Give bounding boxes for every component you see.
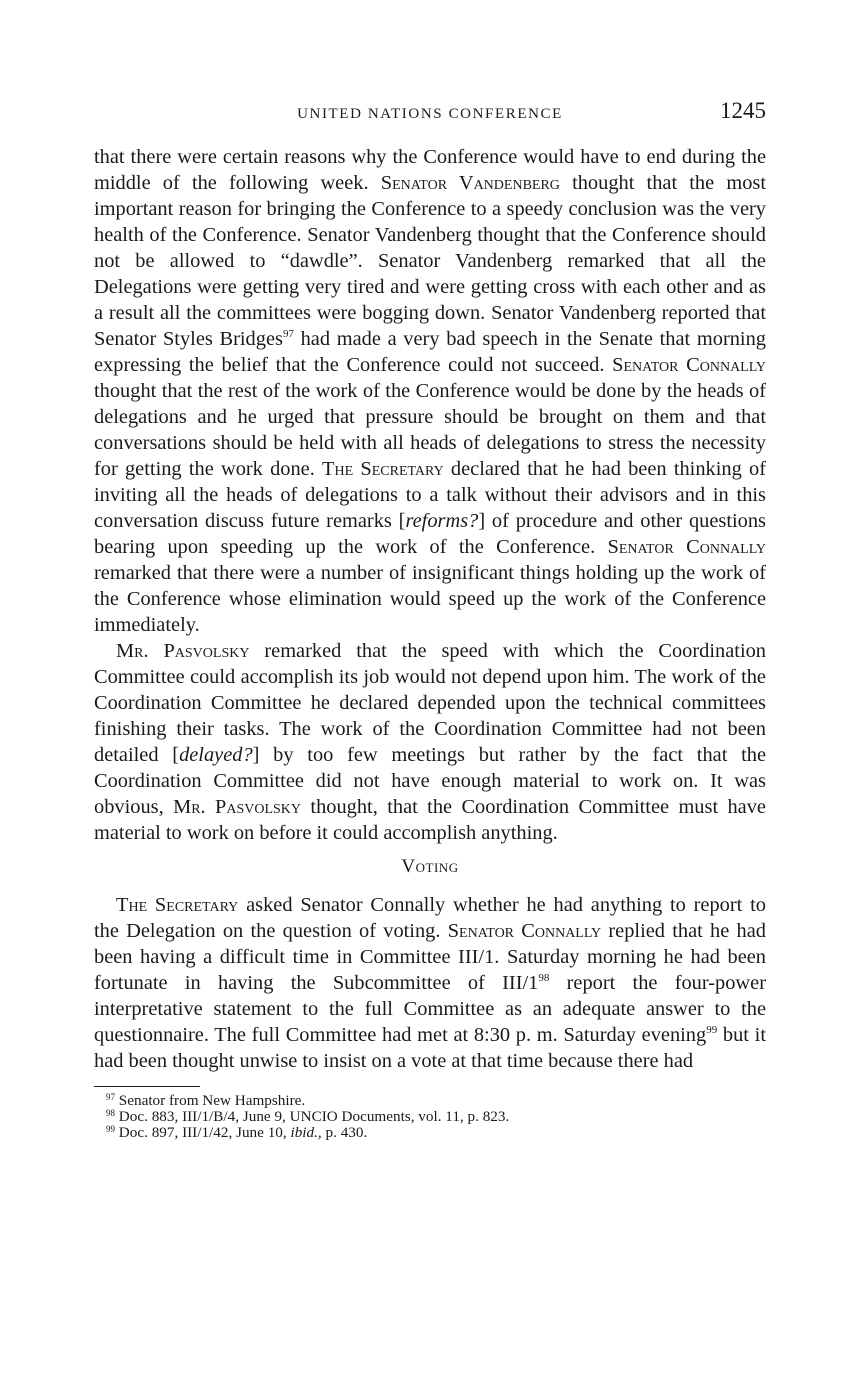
footnote-mark: 97 [106,1092,115,1102]
document-page [94,96,766,1141]
running-head [94,96,766,130]
text-run: thought, that the Coordination Committee must have material to work on before it could accomplish anything. [94,796,766,844]
speaker-name: Senator Connally [607,536,766,558]
text-run: ] of procedure and other questions bearing upon speeding up the work of the Conference. [94,510,766,558]
speaker-name: Mr. Pasvolsky [173,796,302,818]
speaker-name: Senator Connally [612,354,766,376]
speaker-name: Mr. Pasvolsky [116,640,250,662]
footnote-ref-99: 99 [706,1024,718,1036]
text-run: that there were certain reasons why the Conference would have to end during the middle of the following week. [94,146,766,194]
paragraph-3 [94,892,766,1074]
text-run: thought that the rest of the work of the Conference would be done by the heads of delegations and he urged that pressure should be brought on them and that conversations should be held with all heads of delegations to stress the necessity for getting the work done. [94,380,766,480]
footnote-97 [106,1093,766,1109]
footnote-mark: 99 [106,1124,115,1134]
speaker-name: Senator Connally [447,920,602,942]
footnote-ref-98: 98 [538,972,550,984]
text-run: replied that he had been having a difficult time in Committee III/1. Saturday morning he had been fortunate in having the Subcommittee of III/1 [94,920,766,994]
text-run: asked Senator Connally whether he had anything to report to the Delegation on the question of voting. [94,894,767,942]
paragraph-2 [94,638,766,846]
speaker-name: Senator Vandenberg [380,172,560,194]
footnotes [94,1093,766,1141]
text-run: remarked that the speed with which the Coordination Committee could accomplish its job would not depend upon him. The work of the Coordination Committee he declared depended upon the technical committees finishing their tasks. The work of the Coordination Committee had not been detailed [ [94,640,766,766]
footnote-99 [106,1125,766,1141]
running-title: UNITED NATIONS CONFERENCE [297,106,563,122]
footnote-mark: 98 [106,1108,115,1118]
text-run: report the four-power interpretative statement to the full Committee as an adequate answer to the questionnaire. The full Committee had met at 8:30 p. m. Saturday evening [94,972,767,1046]
footnote-text: Senator from New Hampshire. [118,1092,306,1109]
text-run: had made a very bad speech in the Senate that morning expressing the belief that the Conference could not succeed. [94,328,766,376]
text-run: thought that the most important reason for bringing the Conference to a speedy conclusion was the very health of the Conference. Senator Vandenberg thought that the Conference should not be allowed to “dawdle”. Senator Vandenberg remarked that all the Delegations were getting very tired and were getting cross with each other and as a result all the committees were bogging down. Senator Vandenberg reported that Senator Styles Bridges [94,172,766,350]
footnote-ref-97: 97 [282,328,294,340]
editorial-correction: reforms? [405,510,479,532]
footnote-98 [106,1109,766,1125]
editorial-correction: delayed? [179,744,253,766]
body-text [94,144,766,1074]
text-run: declared that he had been thinking of inviting all the heads of delegations to a talk without their advisors and in this conversation discuss future remarks [ [94,458,766,532]
page-number: 1245 [720,98,766,123]
text-run: remarked that there were a number of insignificant things holding up the work of the Conference whose elimination would speed up the work of the Conference immediately. [94,562,766,636]
footnote-divider [94,1086,200,1087]
footnote-text: Doc. 883, III/1/B/4, June 9, UNCIO Documents, vol. 11, p. 823. [118,1108,510,1125]
speaker-name: The Secretary [116,894,239,916]
text-run: but it had been thought unwise to insist on a vote at that time because there had [94,1024,766,1072]
footnote-ibid: ibid. [290,1124,318,1141]
footnote-text: Doc. 897, III/1/42, June 10, [118,1124,291,1141]
paragraph-1 [94,144,766,638]
section-heading: Voting [401,856,459,877]
speaker-name: The Secretary [322,458,444,480]
text-run: ] by too few meetings but rather by the fact that the Coordination Committee did not have enough material to work on. It was obvious, [94,744,766,818]
footnote-text: , p. 430. [317,1124,368,1141]
